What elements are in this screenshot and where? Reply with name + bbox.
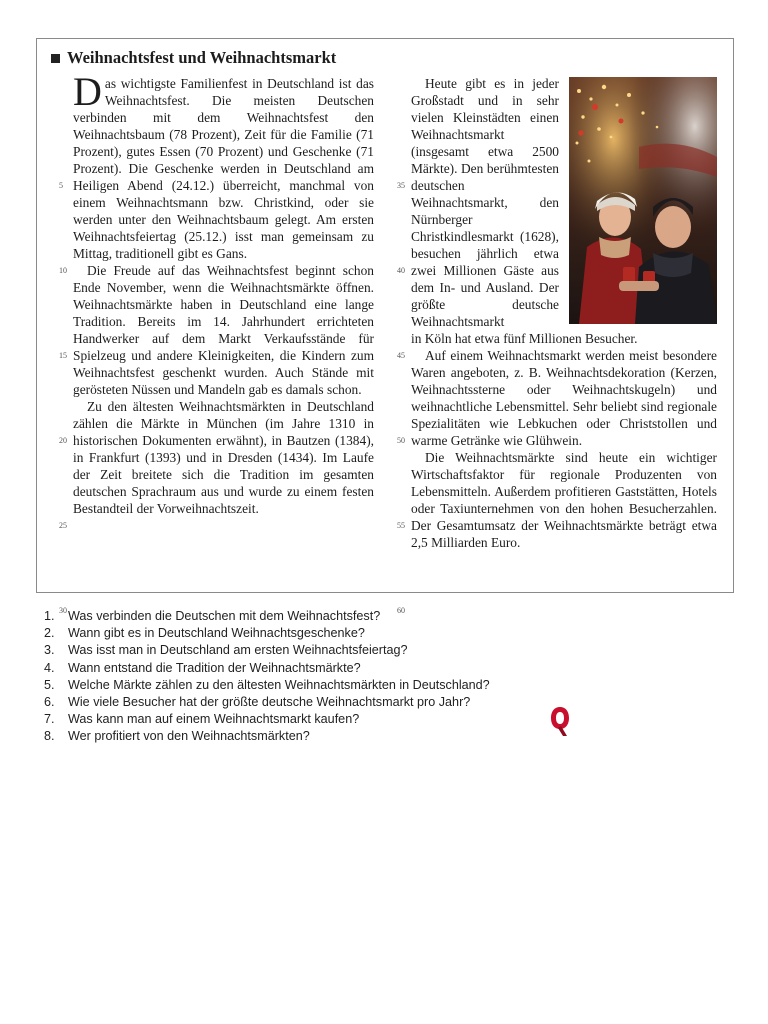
drop-cap: D (73, 69, 102, 114)
paragraph-5: Auf einem Weihnachtsmarkt werden meist besondere Waren angeboten, z. B. Weihnachtsdekoration (Kerzen, Weihnachtssterne oder Weihnachtskugeln) und weihnachtliche Lebensmittel. Sehr beliebt sind regionale Spezialitäten wie Lebkuchen oder Christstollen und warme Getränke wie Glühwein. (411, 348, 717, 448)
paragraph-1 (73, 69, 374, 262)
article-heading (51, 48, 336, 68)
question-number: 1. (44, 609, 55, 623)
christmas-market-photo (569, 77, 717, 324)
line-number: 40 (397, 266, 405, 275)
question-number: 6. (44, 695, 55, 710)
line-number: 55 (397, 521, 405, 530)
question-item (44, 642, 604, 659)
line-number: 10 (59, 266, 67, 275)
line-number: 45 (397, 351, 405, 360)
red-q-logo-icon (550, 705, 570, 737)
question-item (44, 694, 604, 711)
paragraph-4-top: Heute gibt es in jeder Großstadt und in sehr vielen Kleinstädten einen Weihnachtsmarkt (insgesamt etwa 2500 Märkte). Den berühmtesten deutschen Weihnachtsmarkt, den Nürnberger Christkindlesmarkt (1628), besuchen jährlich etwa zwei Millionen Gäste aus dem In- und Ausland. Der größte deutsche Weihnachtsmarkt (411, 76, 559, 329)
question-list (44, 608, 604, 746)
line-number: 50 (397, 436, 405, 445)
question-text: Wie viele Besucher hat der größte deutsche Weihnachtsmarkt pro Jahr? (68, 695, 471, 710)
line-number: 30 (59, 606, 67, 615)
line-number: 15 (59, 351, 67, 360)
paragraph-3: Zu den ältesten Weihnachtsmärkten in Deutschland zählen die Märkte in München (im Jahre 1310 in historischen Dokumenten erwähnt), in Bautzen (1384), in Frankfurt (1393) und in Dresden (1434). Im Laufe der Zeit breitete sich die Tradition im gesamten deutschen Sprachraum aus und wurde zu einem festen Bestandteil der Vorweihnachtszeit. (73, 399, 374, 516)
couple-at-christmas-market-image (569, 77, 717, 324)
question-item (44, 660, 604, 677)
article-box (36, 38, 734, 615)
question-text: Wer profitiert von den Weihnachtsmärkten? (68, 729, 310, 744)
q-logo-graphic (550, 705, 570, 737)
line-number: 25 (59, 521, 67, 530)
paragraph-6: Die Weihnachtsmärkte sind heute ein wichtiger Wirtschaftsfaktor für regionale Produzenten von Lebensmitteln. Außerdem profitieren Gaststätten, Hotels oder Taxiunternehmen von den hohen Besucherzahlen. Der Gesamtumsatz der Weihnachtsmärkte beträgt etwa 2,5 Milliarden Euro. (411, 450, 717, 550)
question-number: 5. (44, 677, 55, 692)
article-column-left (73, 69, 374, 517)
line-number: 35 (397, 181, 405, 190)
question-text: Welche Märkte zählen zu den ältesten Weihnachtsmärkten in Deutschland? (68, 677, 490, 692)
article-column-right-top (411, 75, 559, 330)
question-number: 8. (44, 729, 55, 744)
article-title: Weihnachtsfest und Weihnachtsmarkt (67, 48, 337, 67)
line-number: 60 (397, 606, 405, 615)
bullet-square-icon (51, 54, 60, 63)
question-text: Wann entstand die Tradition der Weihnachtsmärkte? (68, 660, 361, 675)
paragraph-2: Die Freude auf das Weihnachtsfest beginnt schon Ende November, wenn die Weihnachtsmärkte öffnen. Weihnachtsmärkte haben in Deutschland eine lange Tradition. Bereits im 14. Jahrhundert errichteten Handwerker auf dem Markt Verkaufsstände für Spielzeug und andere Kleinigkeiten, die Kindern zum Weihnachtsfest geschenkt wurden. Auch Stände mit gerösteten Nüssen und Mandeln gab es damals schon. (73, 263, 374, 397)
question-number: 4. (44, 660, 55, 675)
line-number: 5 (59, 181, 63, 190)
question-text: Wann gibt es in Deutschland Weihnachtsgeschenke? (68, 626, 365, 641)
question-item (44, 677, 604, 694)
line-number: 20 (59, 436, 67, 445)
question-item (44, 608, 604, 625)
paragraph-4-bottom: in Köln hat etwa fünf Millionen Besucher. (411, 331, 638, 346)
question-number: 7. (44, 712, 55, 727)
paragraph-1-text: as wichtigste Familienfest in Deutschland ist das Weihnachtsfest. Die meisten Deutschen verbinden mit dem Weihnachtsfest den Weihnachtsbaum (78 Prozent), Zeit für die Familie (71 Prozent), gutes Essen (70 Prozent) und Geschenke (71 Prozent). Die Geschenke werden in Deutschland am Heiligen Abend (24.12.) überreicht, manchmal von einem Weihnachtsmann bzw. Christkind, oder sie werden unter den Weihnachtsbaum gelegt. Am ersten Weihnachtsfeiertag (25.12.) isst man gemeinsam zu Mittag, traditionell gibt es Gans. (73, 76, 374, 261)
question-text: Was isst man in Deutschland am ersten Weihnachtsfeiertag? (68, 643, 408, 658)
question-text: Was verbinden die Deutschen mit dem Weihnachtsfest? (68, 609, 381, 623)
question-item (44, 711, 604, 728)
question-item (44, 625, 604, 642)
question-number: 2. (44, 626, 55, 641)
question-text: Was kann man auf einem Weihnachtsmarkt kaufen? (68, 712, 360, 727)
question-number: 3. (44, 643, 55, 658)
article-column-right-bottom (411, 330, 717, 551)
question-item (44, 728, 604, 745)
